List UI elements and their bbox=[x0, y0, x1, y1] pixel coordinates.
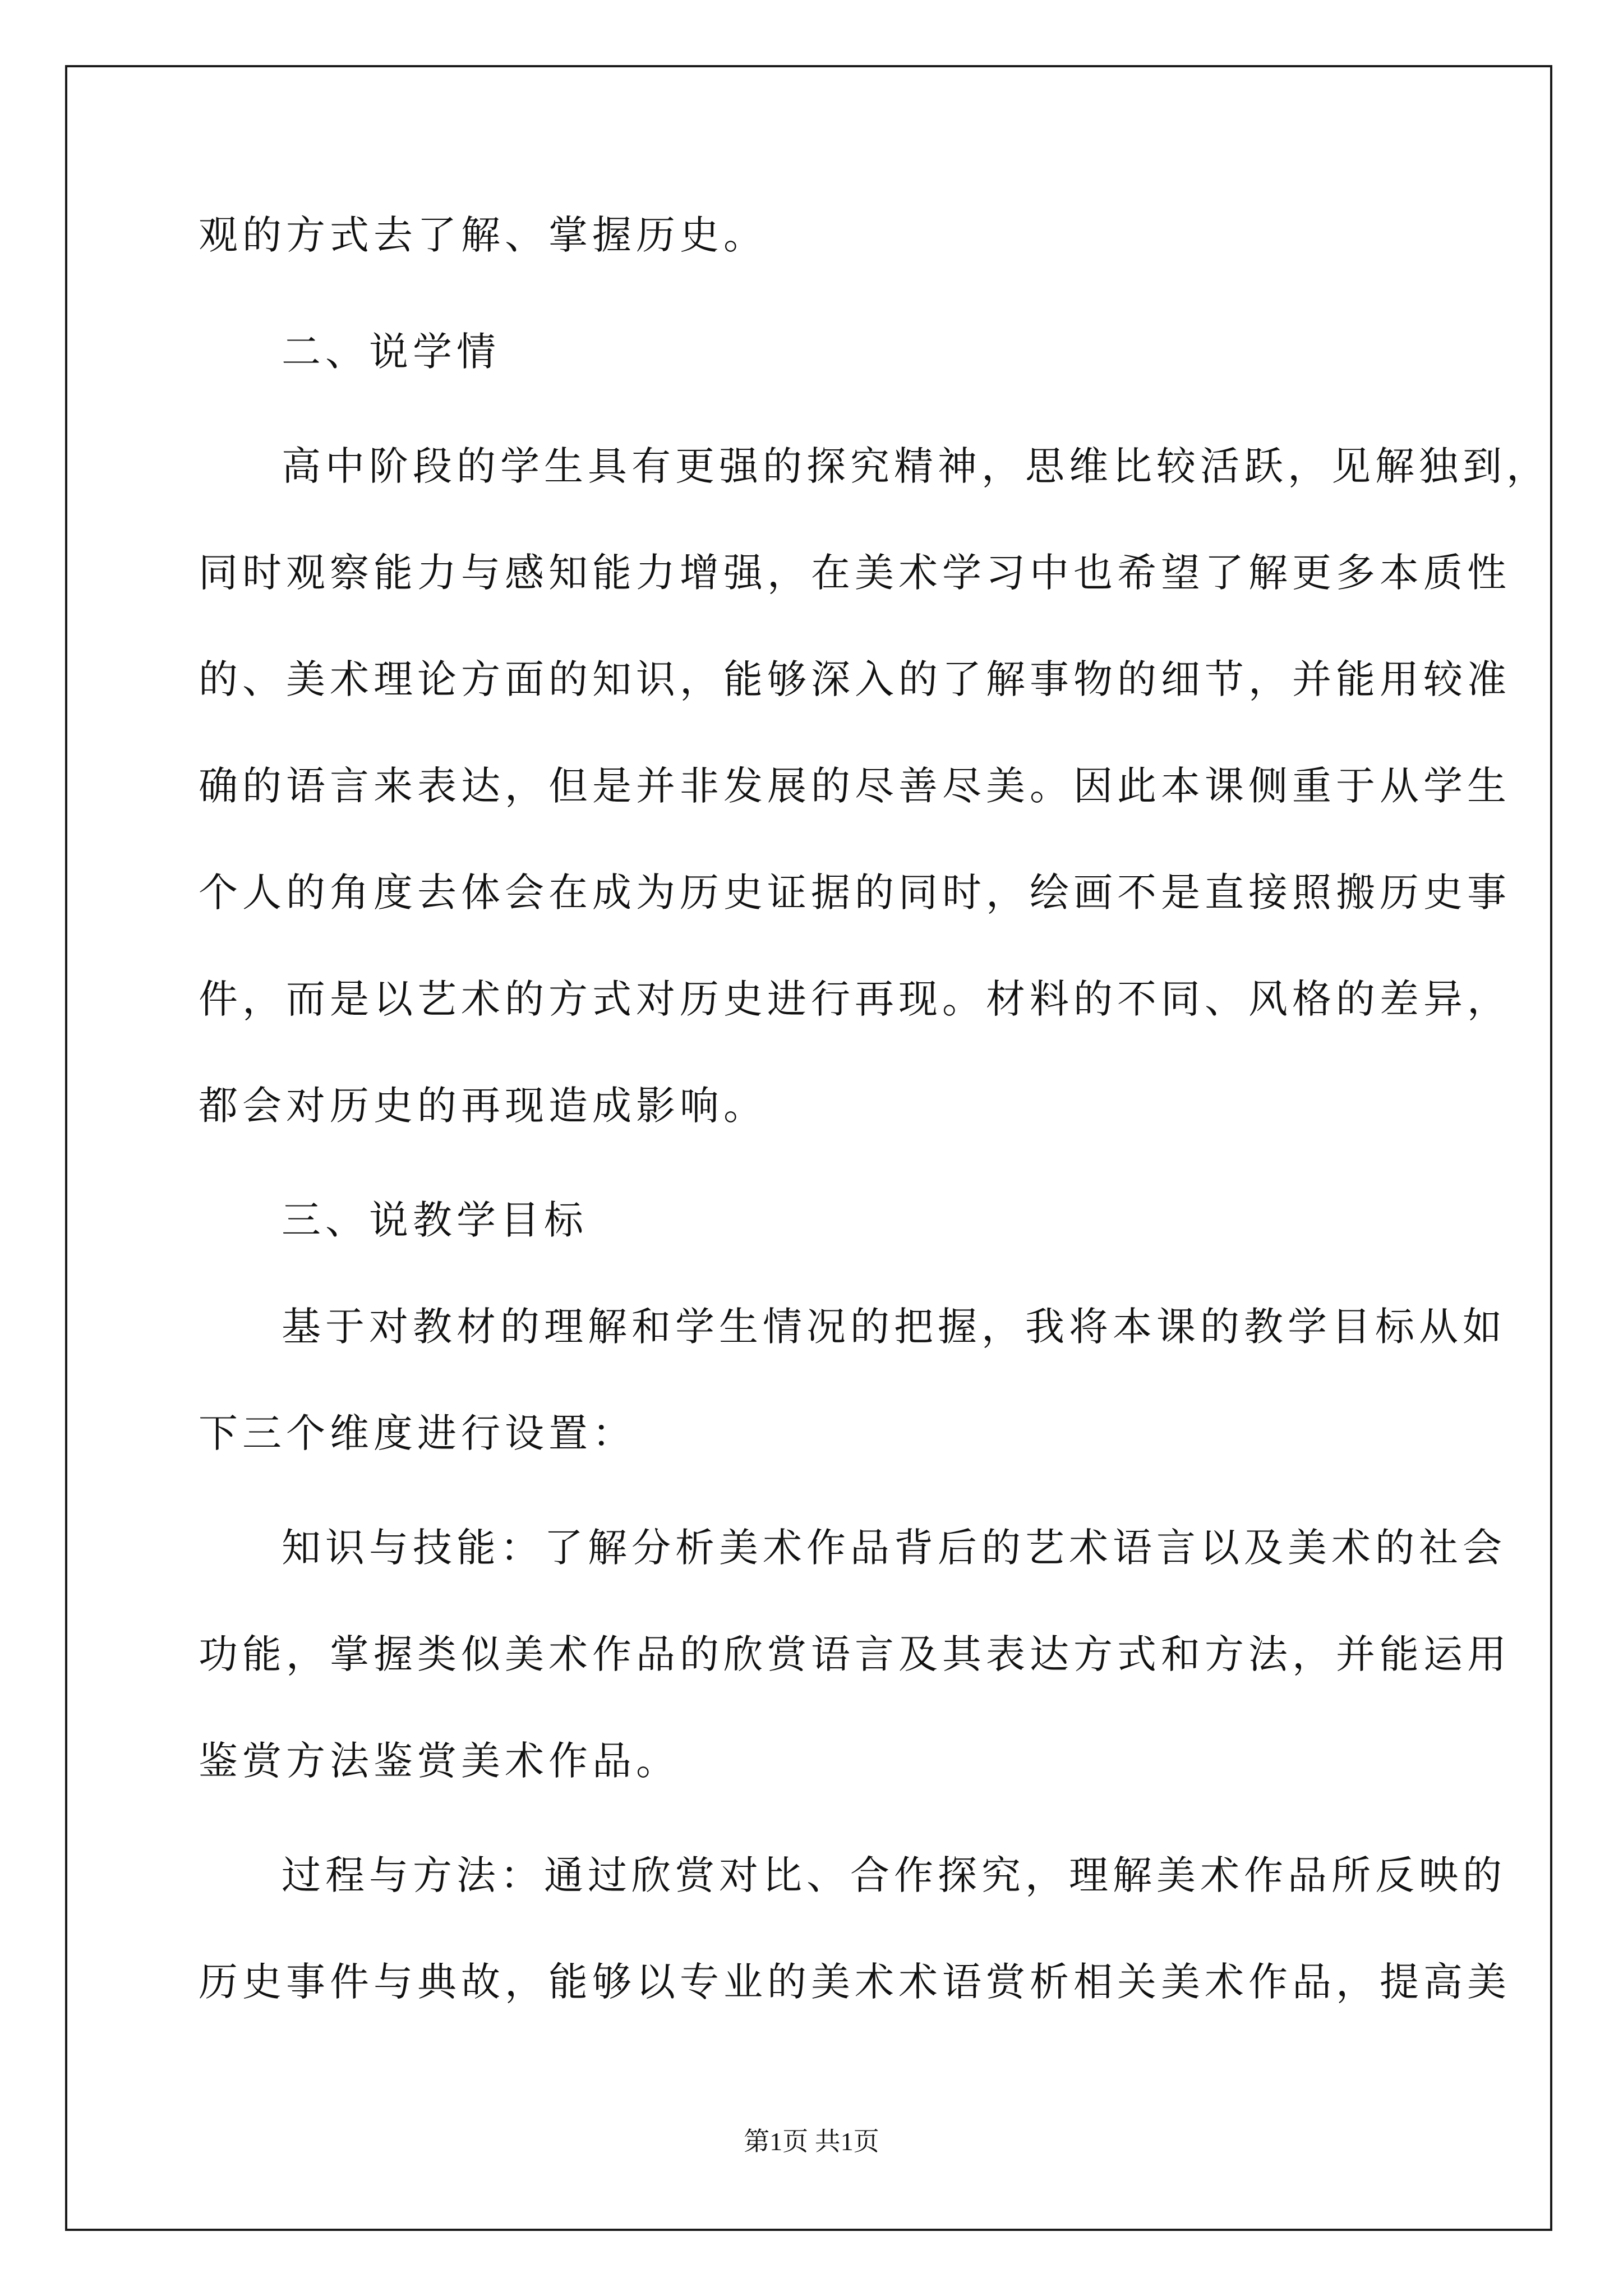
text-line: 观的方式去了解、掌握历史。 bbox=[199, 212, 767, 258]
text-line: 都会对历史的再现造成影响。 bbox=[199, 1083, 767, 1129]
text-line: 的、美术理论方面的知识，能够深入的了解事物的细节，并能用较准 bbox=[199, 656, 1511, 702]
paragraph-line: 基于对教材的理解和学生情况的把握，我将本课的教学目标从如 bbox=[282, 1304, 1506, 1350]
paragraph-line: 高中阶段的学生具有更强的探究精神，思维比较活跃，见解独到， bbox=[282, 443, 1550, 489]
text-line: 个人的角度去体会在成为历史证据的同时，绘画不是直接照搬历史事 bbox=[199, 869, 1511, 915]
text-line: 下三个维度进行设置： bbox=[199, 1410, 636, 1456]
page-number-footer: 第1页 共1页 bbox=[744, 2127, 879, 2156]
text-line: 功能，掌握类似美术作品的欣赏语言及其表达方式和方法，并能运用 bbox=[199, 1631, 1511, 1677]
section-heading: 三、说教学目标 bbox=[282, 1197, 588, 1243]
page-border bbox=[65, 65, 1552, 2231]
text-line: 同时观察能力与感知能力增强，在美术学习中也希望了解更多本质性 bbox=[199, 550, 1511, 596]
section-heading: 二、说学情 bbox=[282, 329, 500, 375]
text-line: 件，而是以艺术的方式对历史进行再现。材料的不同、风格的差异， bbox=[199, 976, 1511, 1022]
text-line: 历史事件与典故，能够以专业的美术术语赏析相关美术作品，提高美 bbox=[199, 1959, 1511, 2005]
paragraph-line: 过程与方法：通过欣赏对比、合作探究，理解美术作品所反映的 bbox=[282, 1852, 1506, 1898]
text-line: 确的语言来表达，但是并非发展的尽善尽美。因此本课侧重于从学生 bbox=[199, 763, 1511, 809]
paragraph-line: 知识与技能：了解分析美术作品背后的艺术语言以及美术的社会 bbox=[282, 1525, 1506, 1571]
text-line: 鉴赏方法鉴赏美术作品。 bbox=[199, 1738, 680, 1784]
